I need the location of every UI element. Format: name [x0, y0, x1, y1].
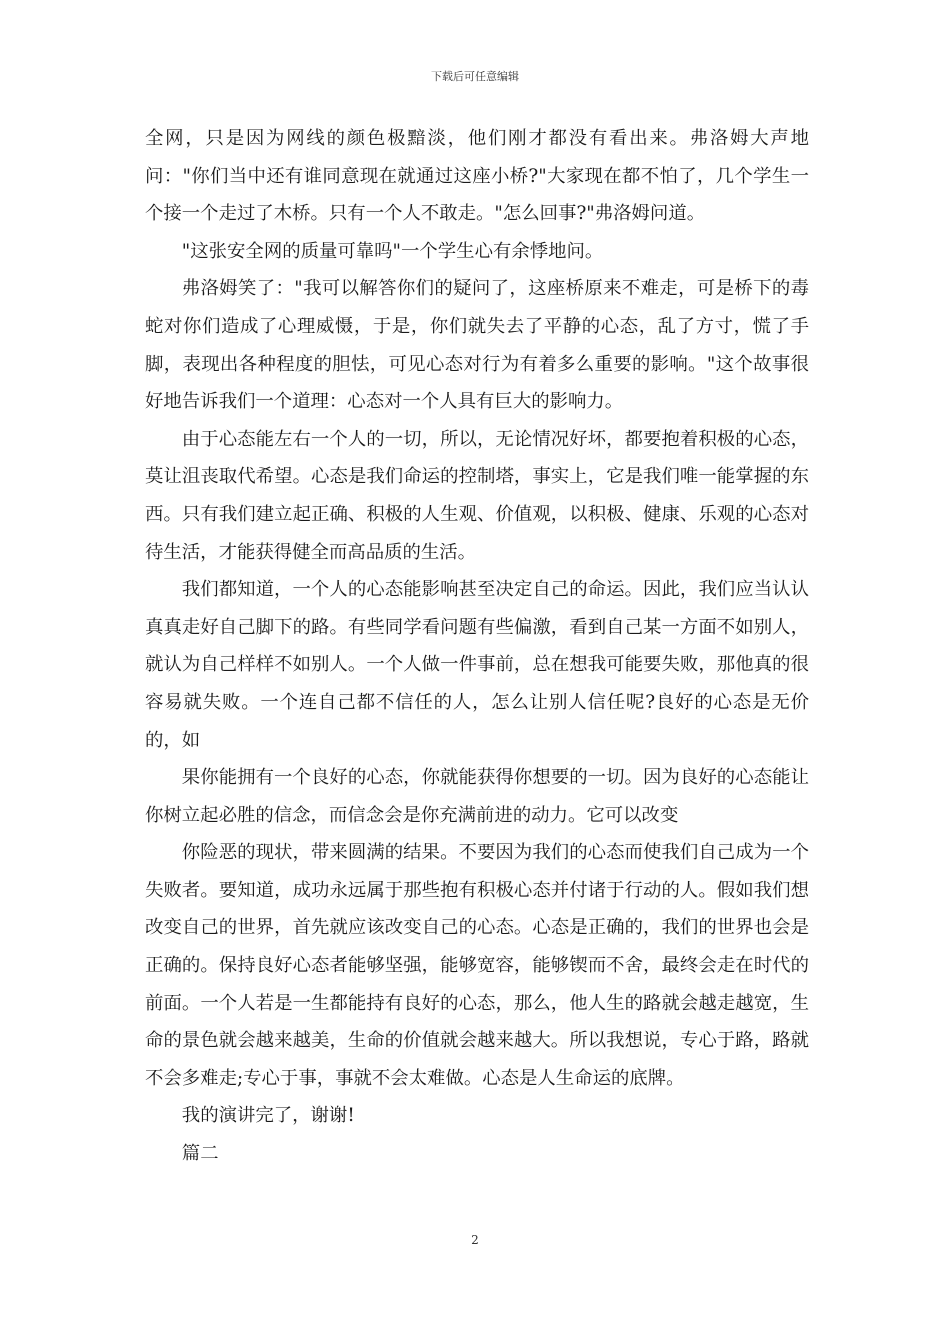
paragraph: 弗洛姆笑了："我可以解答你们的疑问了，这座桥原来不难走，可是桥下的毒蛇对你们造成了心理威慑，于是，你们就失去了平静的心态，乱了方寸，慌了手脚，表现出各种程度的胆怯，可见心态对行为有着多么重要的影响。"这个故事很好地告诉我们一个道理：心态对一个人具有巨大的影响力。 — [145, 278, 809, 413]
document-body — [145, 120, 809, 1173]
closing-line: 我的演讲完了，谢谢! — [181, 1105, 355, 1127]
paragraph: 你险恶的现状，带来圆满的结果。不要因为我们的心态而使我们自己成为一个失败者。要知道，成功永远属于那些抱有积极心态并付诸于行动的人。假如我们想改变自己的世界，首先就应该改变自己的心态。心态是正确的，我们的世界也会是正确的。保持良好心态者能够坚强，能够宽容，能够锲而不舍，最终会走在时代的前面。一个人若是一生都能持有良好的心态，那么，他人生的路就会越走越宽，生命的景色就会越来越美，生命的价值就会越来越大。所以我想说，专心于路，路就不会多难走;专心于事，事就不会太难做。心态是人生命运的底牌。 — [145, 842, 809, 1089]
paragraph-continued: 全网，只是因为网线的颜色极黯淡，他们刚才都没有看出来。弗洛姆大声地问："你们当中还有谁同意现在就通过这座小桥?"大家现在都不怕了，几个学生一个接一个走过了木桥。只有一个人不敢走。"怎么回事?"弗洛姆问道。 — [145, 128, 809, 225]
paragraph: 果你能拥有一个良好的心态，你就能获得你想要的一切。因为良好的心态能让你树立起必胜的信念，而信念会是你充满前进的动力。它可以改变 — [145, 767, 809, 826]
section-heading: 篇二 — [181, 1143, 219, 1165]
paragraph: "这张安全网的质量可靠吗"一个学生心有余悸地问。 — [181, 240, 604, 262]
paragraph: 由于心态能左右一个人的一切，所以，无论情况好坏，都要抱着积极的心态，莫让沮丧取代希望。心态是我们命运的控制塔，事实上，它是我们唯一能掌握的东西。只有我们建立起正确、积极的人生观、价值观，以积极、健康、乐观的心态对待生活，才能获得健全而高品质的生活。 — [145, 428, 809, 563]
page-number: 2 — [471, 1233, 479, 1247]
page-header: 下载后可任意编辑 — [431, 70, 519, 83]
paragraph: 我们都知道，一个人的心态能影响甚至决定自己的命运。因此，我们应当认认真真走好自己脚下的路。有些同学看问题有些偏激，看到自己某一方面不如别人，就认为自己样样不如别人。一个人做一件事前，总在想我可能要失败，那他真的很容易就失败。一个连自己都不信任的人，怎么让别人信任呢?良好的心态是无价的，如 — [145, 579, 809, 751]
